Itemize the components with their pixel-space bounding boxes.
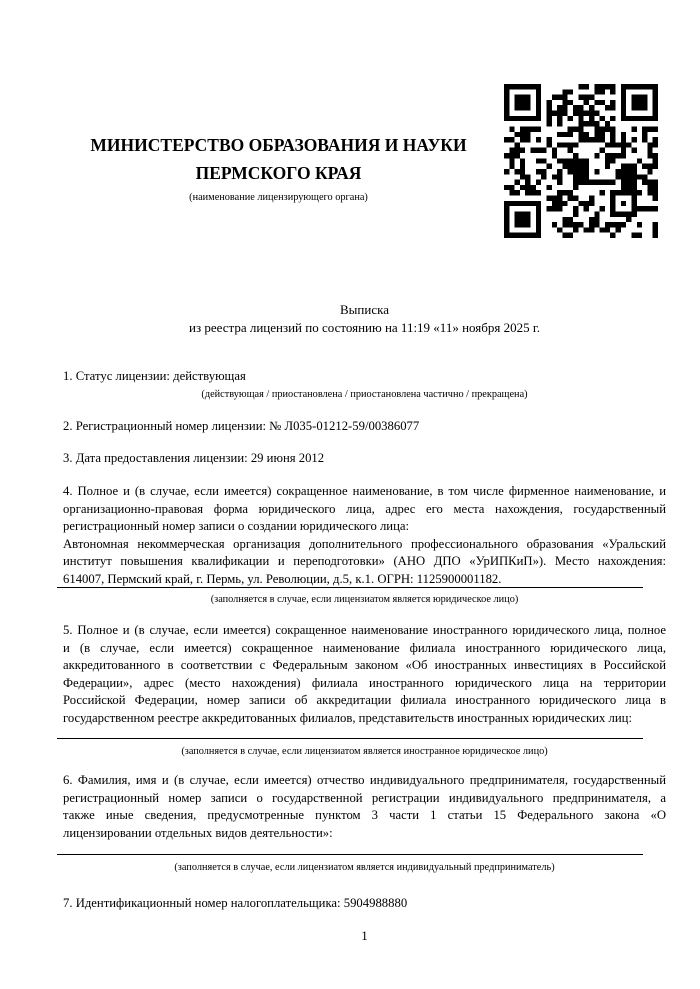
- qr-code-icon: [503, 84, 659, 238]
- page-number: 1: [361, 928, 368, 943]
- text-line: организационно-правовая форма юридического лица, адрес его места нахождения, государственный: [63, 501, 666, 516]
- document-title-line1: Выписка: [340, 302, 389, 317]
- text-line: 6. Фамилия, имя и (в случае, если имеется) отчество индивидуального предпринимателя, государственный: [63, 773, 666, 787]
- text-line: государственном реестре аккредитованных филиалов, представительств иностранных юридических лиц:: [63, 710, 632, 725]
- ministry-note: (наименование лицензирующего органа): [189, 192, 368, 203]
- fill-line-6: [57, 854, 643, 855]
- text-line: 5. Полное и (в случае, если имеется) сокращенное наименование иностранного юридического лица, полное: [63, 623, 666, 637]
- text-line: Российской Федерации, номер записи об аккредитации филиала иностранного юридического лица в: [63, 693, 666, 707]
- paragraph-5-note: (заполняется в случае, если лицензиатом является иностранное юридическое лицо): [181, 746, 548, 757]
- paragraph-1-status: 1. Статус лицензии: действующая: [63, 369, 246, 383]
- paragraph-7-inn: 7. Идентификационный номер налогоплательщика: 5904988880: [63, 896, 408, 910]
- text-line: лицензировании отдельных видов деятельности»:: [63, 825, 333, 840]
- paragraph-5-foreign-entity: [63, 622, 666, 727]
- fill-line-5: [57, 738, 643, 739]
- paragraph-4-note: (заполняется в случае, если лицензиатом является юридическое лицо): [210, 594, 519, 605]
- paragraph-6-entrepreneur: [63, 772, 666, 842]
- document-title: [63, 301, 666, 336]
- text-line: также иные сведения, предусмотренные пунктом 3 части 1 статьи 15 Федерального закона «О: [63, 808, 666, 822]
- ministry-header: [63, 131, 494, 187]
- paragraph-4-value: [63, 536, 666, 589]
- text-line: 4. Полное и (в случае, если имеется) сокращенное наименование, в том числе фирменное наименование, и: [63, 484, 666, 498]
- paragraph-4-intro: [63, 483, 666, 536]
- ministry-name-line2: ПЕРМСКОГО КРАЯ: [195, 163, 362, 183]
- text-line: регистрационный номер записи о создании юридического лица:: [63, 519, 410, 533]
- text-line: Федерации», адрес (место нахождения) филиала иностранного юридического лица на территории: [63, 675, 666, 690]
- document-title-line2: из реестра лицензий по состоянию на 11:19 «11» ноября 2025 г.: [189, 319, 540, 335]
- text-line: 614007, Пермский край, г. Пермь, ул. Революции, д.5, к.1. ОГРН: 1125900001182.: [63, 571, 502, 586]
- text-line: Автономная некоммерческая организация дополнительного профессионального образования «Уральский: [63, 536, 666, 551]
- paragraph-3-grant-date: 3. Дата предоставления лицензии: 29 июня 2012: [63, 451, 325, 465]
- text-line: и (в случае, если имеется) сокращенное наименование филиала иностранного юридического лица,: [63, 640, 666, 655]
- paragraph-6-text: [63, 772, 666, 842]
- text-line: институт повышения квалификации и переподготовки» (АНО ДПО «УрИПКиП»). Место нахождения:: [63, 554, 666, 568]
- paragraph-5-text: [63, 622, 666, 727]
- paragraph-4-entity: [63, 483, 666, 588]
- ministry-name-line1: МИНИСТЕРСТВО ОБРАЗОВАНИЯ И НАУКИ: [90, 135, 467, 155]
- fill-line-4: [57, 587, 643, 588]
- paragraph-2-reg-number: 2. Регистрационный номер лицензии: № Л035-01212-59/00386077: [63, 419, 420, 433]
- paragraph-6-note: (заполняется в случае, если лицензиатом является индивидуальный предприниматель): [174, 862, 555, 873]
- text-line: регистрационный номер записи о государственной регистрации индивидуального предпринимателя, а: [63, 790, 666, 805]
- paragraph-1-note: (действующая / приостановлена / приостановлена частично / прекращена): [201, 389, 528, 400]
- text-line: аккредитованного в соответствии с Федеральным законом «Об иностранных инвестициях в Российской: [63, 658, 666, 672]
